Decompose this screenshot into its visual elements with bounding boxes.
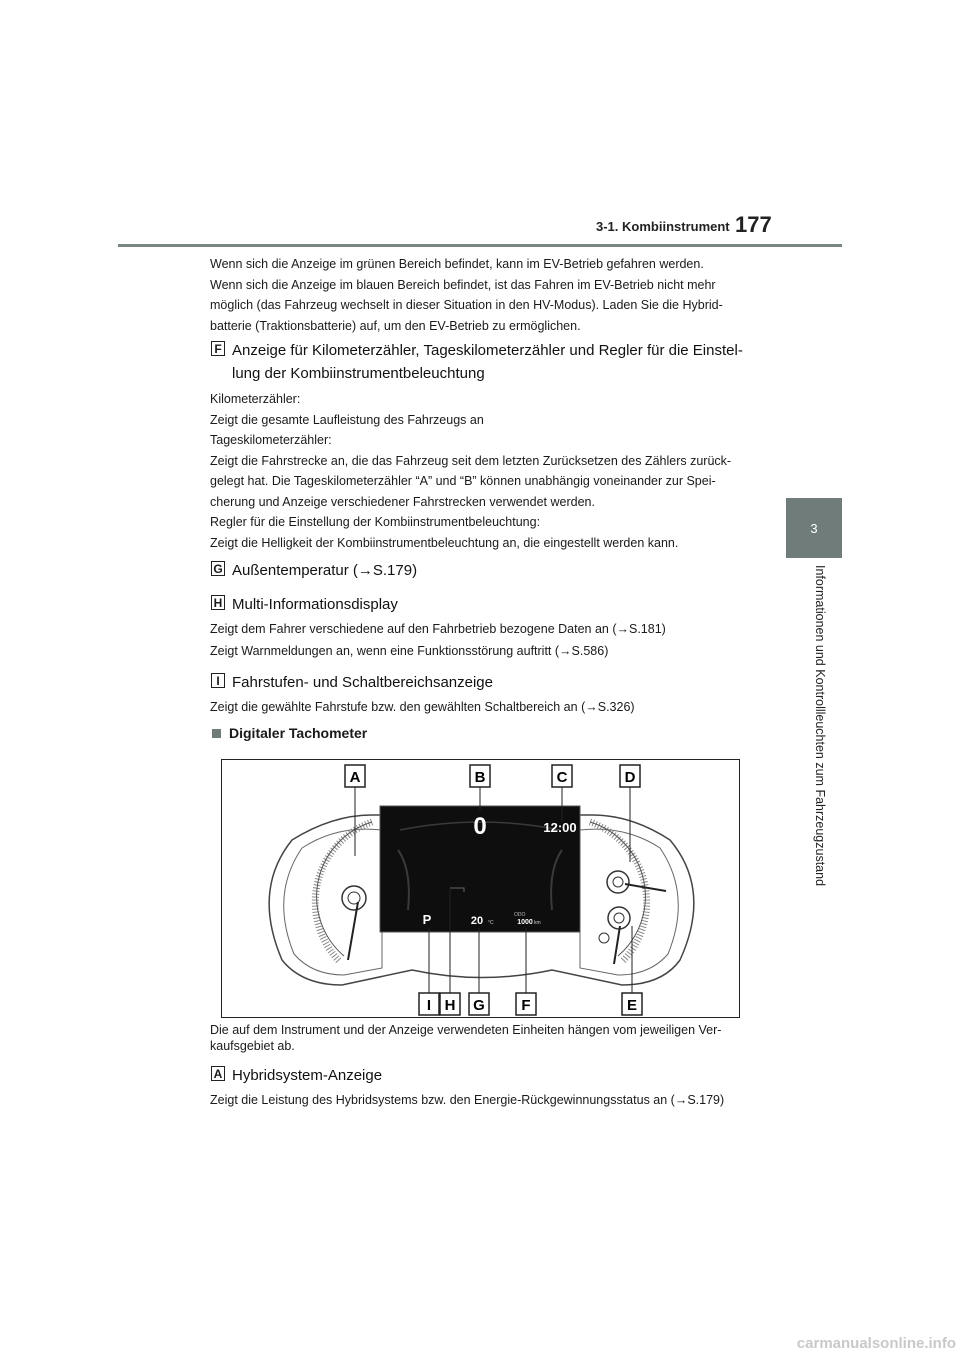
callout-a: A (349, 769, 361, 786)
figure-caption: Die auf dem Instrument und der Anzeige verwendeten Einheiten hängen vom jeweiligen Ver- kaufsgebiet ab. (210, 1023, 722, 1053)
section-a-title: Hybridsystem-Anzeige (232, 1067, 383, 1084)
odometer-label: Kilometerzähler: (210, 392, 301, 406)
label-box-g: G (211, 561, 225, 576)
clock-readout: 12:00 (543, 820, 577, 835)
page-number: 177 (735, 212, 772, 237)
right-lower-needle (614, 926, 620, 964)
callout-c: C (556, 769, 568, 786)
section-h-desc2: Zeigt Warnmeldungen an, wenn eine Funktionsstörung auftritt (→S.586) (210, 644, 609, 658)
callout-h: H (444, 997, 456, 1014)
section-g-title: Außentemperatur (→S.179) (232, 562, 418, 579)
odo-value: 1000 (517, 919, 533, 926)
trip-block (210, 430, 750, 512)
digital-tachometer-heading: Digitaler Tachometer (229, 725, 368, 741)
intro-line: Wenn sich die Anzeige im grünen Bereich befindet, kann im EV-Betrieb gefahren werden. (210, 257, 704, 271)
gear-indicator: P (422, 912, 432, 927)
section-f-title-line: lung der Kombiinstrumentbeleuchtung (232, 365, 485, 382)
trip-label: Tageskilometerzähler: (210, 433, 332, 447)
callout-d: D (624, 769, 636, 786)
dimmer-label: Regler für die Einstellung der Kombiinstrumentbeleuchtung: (210, 515, 541, 529)
dimmer-desc: Zeigt die Helligkeit der Kombiinstrumentbeleuchtung an, die eingestellt werden kann. (210, 535, 679, 550)
intro-line: möglich (das Fahrzeug wechselt in dieser Situation in den HV-Modus). Laden Sie die Hybrid- (210, 298, 723, 312)
right-upper-knob (607, 871, 629, 893)
left-gauge-knob (342, 886, 366, 910)
header-rule (118, 244, 842, 247)
dimmer-block (210, 512, 750, 553)
dimmer-dot (599, 933, 609, 943)
chapter-title: Informationen und Kontrollleuchten zum Fahrzeugzustand (813, 565, 827, 887)
outside-temp-unit: °C (488, 920, 494, 926)
heading-bullet (212, 729, 221, 738)
section-h-desc1: Zeigt dem Fahrer verschiedene auf den Fahrbetrieb bezogene Daten an (→S.181) (210, 622, 666, 636)
section-i-desc: Zeigt die gewählte Fahrstufe bzw. den gewählten Schaltbereich an (→S.326) (210, 700, 635, 714)
right-lower-knob (608, 907, 630, 929)
trip-desc-line: Zeigt die Fahrstrecke an, die das Fahrzeug seit dem letzten Zurücksetzen des Zählers zurück- (210, 453, 732, 468)
callout-g: G (473, 997, 485, 1014)
label-box-f: F (211, 341, 225, 356)
intro-paragraph (210, 254, 750, 336)
intro-line: batterie (Traktionsbatterie) auf, um den EV-Betrieb zu ermöglichen. (210, 318, 581, 333)
callout-b: B (474, 769, 486, 786)
callout-i: I (426, 997, 432, 1014)
callout-e: E (626, 997, 638, 1014)
intro-line: Wenn sich die Anzeige im blauen Bereich befindet, ist das Fahren im EV-Betrieb nicht mehr (210, 277, 716, 292)
left-gauge-arc (317, 822, 372, 956)
label-box-i: I (211, 673, 225, 688)
trip-desc-line: cherung und Anzeige verschiedener Fahrstrecken verwendet werden. (210, 494, 595, 509)
odometer-block (210, 389, 750, 430)
label-box-a: A (211, 1066, 225, 1081)
callout-f: F (521, 997, 531, 1014)
section-f-title-line: Anzeige für Kilometerzähler, Tageskilometerzähler und Regler für die Einstel- (232, 342, 743, 359)
odo-label: ODO (514, 912, 526, 918)
instrument-cluster-figure (221, 759, 740, 1018)
chapter-number: 3 (810, 520, 818, 536)
outside-temp: 20 (470, 915, 484, 927)
section-a-desc: Zeigt die Leistung des Hybridsystems bzw. den Energie-Rückgewinnungsstatus an (→S.179) (210, 1093, 725, 1107)
trip-desc-line: gelegt hat. Die Tageskilometerzähler “A” und “B” können unabhängig voneinander zur Spei- (210, 474, 716, 488)
section-h-title: Multi-Informationsdisplay (232, 596, 398, 613)
speed-readout: 0 (473, 813, 487, 840)
label-box-h: H (211, 595, 225, 610)
cluster-illustration (222, 760, 739, 1017)
watermark: carmanualsonline.info (796, 1335, 956, 1352)
chapter-tab (786, 498, 842, 558)
section-header: 3-1. Kombiinstrument (596, 219, 730, 234)
odometer-desc: Zeigt die gesamte Laufleistung des Fahrzeugs an (210, 412, 484, 427)
section-i-title: Fahrstufen- und Schaltbereichsanzeige (232, 674, 493, 691)
section-f-title (232, 339, 752, 385)
odo-unit: km (534, 920, 541, 926)
